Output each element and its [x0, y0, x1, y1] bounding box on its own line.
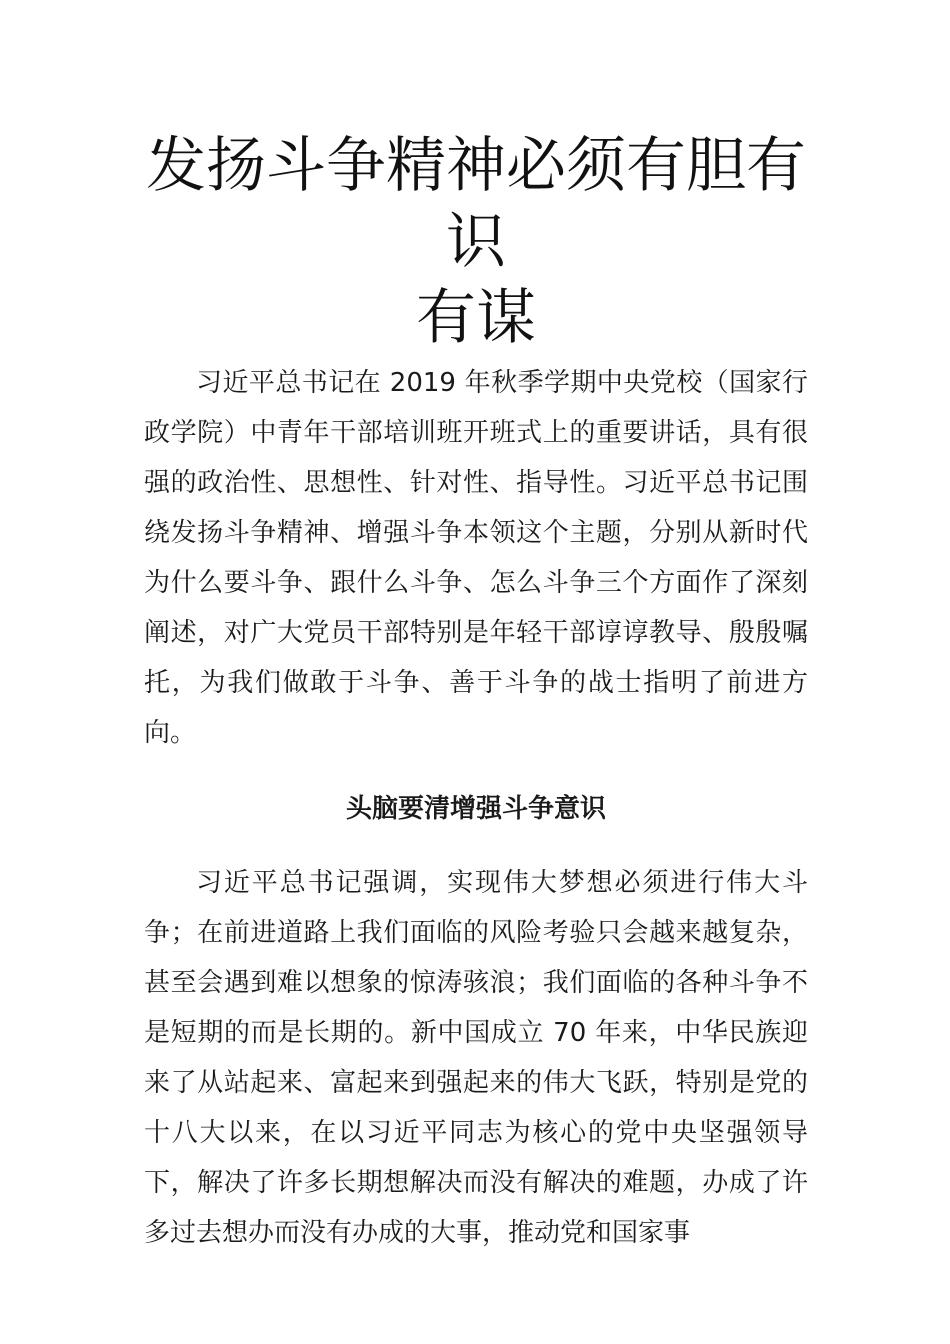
- body-paragraph-2: 习近平总书记强调，实现伟大梦想必须进行伟大斗争；在前进道路上我们面临的风险考验只会越来越复杂，甚至会遇到难以想象的惊涛骇浪；我们面临的各种斗争不是短期的而是长期的。新中国成立 70 年来，中华民族迎来了从站起来、富起来到强起来的伟大飞跃，特别是党的十八大以来，在以习近平同志为核心的党中央坚强领导下，解决了许多长期想解决而没有解决的难题，办成了许多过去想办而没有办成的大事，推动党和国家事: [144, 868, 808, 1248]
- section-heading: 头脑要清增强斗争意识: [345, 794, 606, 824]
- title-line-2: 有谋: [416, 283, 536, 353]
- body-paragraph-1: 习近平总书记在 2019 年秋季学期中央党校（国家行政学院）中青年干部培训班开班式上的重要讲话，具有很强的政治性、思想性、针对性、指导性。习近平总书记围绕发扬斗争精神、增强斗争本领这个主题，分别从新时代为什么要斗争、跟什么斗争、怎么斗争三个方面作了深刻阐述，对广大党员干部特别是年轻干部谆谆教导、殷殷嘱托，为我们做敢于斗争、善于斗争的战士指明了前进方向。: [144, 368, 808, 748]
- title-line-1: 发扬斗争精神必须有胆有识: [146, 131, 806, 277]
- document-title: [144, 128, 808, 356]
- document-page: [144, 128, 808, 1258]
